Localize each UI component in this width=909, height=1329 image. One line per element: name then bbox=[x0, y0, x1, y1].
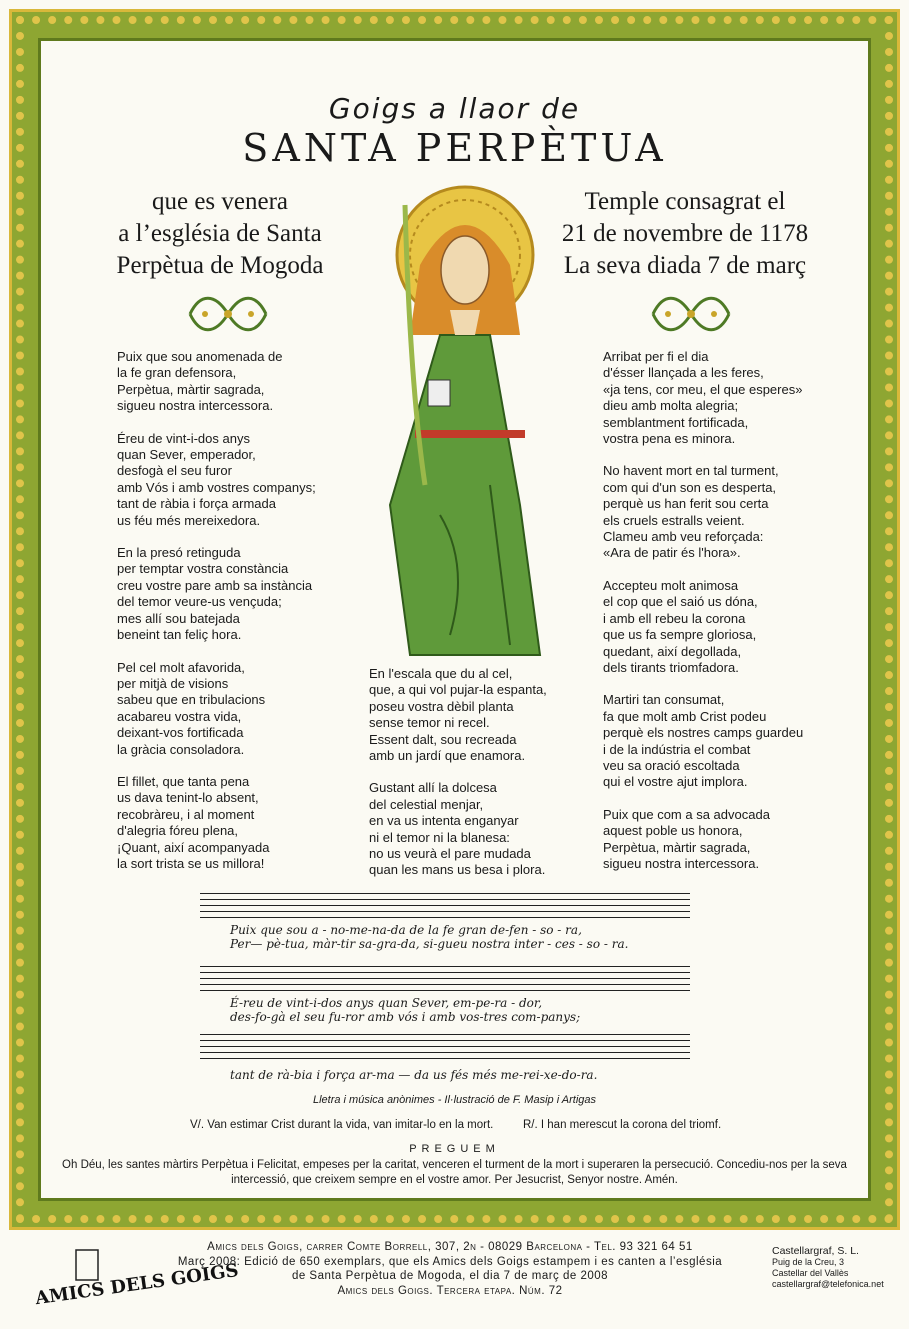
lyric-line: Per— pè-tua, màr-tir sa-gra-da, si-gueu nostra inter - ces - so - ra. bbox=[230, 937, 629, 951]
verse: El fillet, que tanta pena us dava tenint-lo absent, recobràreu, i al moment d'alegria fóreu plena, ¡Quant, així acompanyada la sort trista se us millora! bbox=[117, 773, 270, 871]
title-line1: Goigs a llaor de bbox=[328, 92, 581, 125]
printer-city: Castellar del Vallès bbox=[772, 1268, 849, 1278]
verses-center-column bbox=[369, 666, 609, 895]
page-title: SANTA PERPÈTUA bbox=[242, 126, 667, 170]
staff-lines bbox=[200, 893, 690, 917]
verse: Pel cel molt afavorida, per mitjà de visions sabeu que en tribulacions acabareu vostra vida, deixant-vos fortificada la gràcia consoladora. bbox=[117, 659, 266, 757]
subtitle-left-line: que es venera bbox=[151, 188, 289, 215]
verses-right-column bbox=[603, 349, 843, 888]
printer-name: Castellargraf, S. L. bbox=[772, 1245, 859, 1257]
subtitle-left-line: Perpètua de Mogoda bbox=[116, 252, 324, 279]
verse: En la presó retinguda per temptar vostra constància creu vostre pare amb sa instància del temor veure-us vençuda; mes allí sou batejada beneint tan feliç hora. bbox=[117, 545, 313, 643]
versicle-r: R/. I han merescut la corona del triomf. bbox=[523, 1119, 722, 1131]
verse: Accepteu molt animosa el cop que el saió us dóna, i amb ell rebeu la corona que us fa sempre gloriosa, quedant, així degollada, dels tirants triomfadora. bbox=[603, 577, 758, 675]
subtitle-right-line: Temple consagrat el bbox=[584, 188, 786, 215]
footer bbox=[150, 1240, 750, 1298]
staff-lines bbox=[200, 966, 690, 990]
printer-email: castellargraf@telefonica.net bbox=[772, 1279, 884, 1289]
footer-line: Amics dels Goigs, carrer Comte Borrell, 307, 2n - 08029 Barcelona - Tel. 93 321 64 51 bbox=[207, 1241, 693, 1253]
ornament-right-icon bbox=[648, 288, 734, 340]
saint-illustration bbox=[380, 185, 550, 670]
lyric-line: É-reu de vint-i-dos anys quan Sever, em-pe-ra - dor, bbox=[230, 996, 543, 1010]
verse: Puix que sou anomenada de la fe gran defensora, Perpètua, màrtir sagrada, sigueu nostra intercessora. bbox=[117, 349, 283, 414]
ornament-left-icon bbox=[185, 288, 271, 340]
lyric-line: Puix que sou a - no-me-na-da de la fe gran de-fen - so - ra, bbox=[230, 923, 582, 937]
footer-line: Març 2008: Edició de 650 exemplars, que els Amics dels Goigs estampem i es canten a l’església bbox=[177, 1255, 723, 1268]
printer-info bbox=[772, 1246, 882, 1290]
versicle-v: V/. Van estimar Crist durant la vida, van imitar-lo en la mort. bbox=[190, 1119, 494, 1131]
subtitle-right bbox=[540, 186, 830, 282]
verses-left-column bbox=[117, 349, 357, 888]
subtitle-right-line: La seva diada 7 de març bbox=[563, 252, 807, 279]
credits: Lletra i música anònimes - Il·lustració de F. Masip i Artigas bbox=[312, 1094, 597, 1106]
verse: Gustant allí la dolcesa del celestial menjar, en va us intenta enganyar ni el temor ni la blanesa: no us veurà el pare mudada quan les mans us besa i plora. bbox=[369, 780, 546, 878]
verse: Éreu de vint-i-dos anys quan Sever, emperador, desfogà el seu furor amb Vós i amb vostres companys; tant de ràbia i força armada us féu més mereixedora. bbox=[117, 430, 316, 528]
staff-lines bbox=[200, 1034, 690, 1058]
verse: Arribat per fi el dia d'ésser llançada a les feres, «ja tens, cor meu, el que esperes» dieu amb molta alegria; semblantment fortificada, vostra pena es minora. bbox=[603, 349, 803, 447]
preguem-heading: PREGUEM bbox=[409, 1143, 500, 1155]
logo-lettering: AMICS DELS GOIGS bbox=[33, 1259, 240, 1310]
lyric-line: des-fo-gà el seu fu-ror amb vós i amb vos-tres com-panys; bbox=[230, 1010, 581, 1024]
subtitle-left-line: a l’església de Santa bbox=[118, 220, 322, 247]
subtitle-right-line: 21 de novembre de 1178 bbox=[561, 220, 809, 247]
printer-address: Puig de la Creu, 3 bbox=[772, 1257, 845, 1267]
verse: Puix que com a sa advocada aquest poble us honora, Perpètua, màrtir sagrada, sigueu nostra intercessora. bbox=[603, 806, 770, 871]
amics-dels-goigs-logo bbox=[30, 1246, 240, 1310]
subtitle-left bbox=[90, 186, 350, 282]
preguem-text: Oh Déu, les santes màrtirs Perpètua i Felicitat, empeses per la caritat, venceren el turment de la mort i superaren la persecució. Concediu-nos per la seva intercessió, que creixem sempre en el vostre amor. Per Jesucrist, Senyor nostre. Amén. bbox=[62, 1159, 847, 1186]
verse: No havent mort en tal turment, com qui d'un son es desperta, perquè us han ferit sou certa els cruels estralls veient. Clameu amb veu reforçada: «Ara de patir és l'hora». bbox=[603, 463, 779, 561]
footer-line: Amics dels Goigs. Tercera etapa. Núm. 72 bbox=[337, 1284, 563, 1297]
footer-line: de Santa Perpètua de Mogoda, el dia 7 de març de 2008 bbox=[291, 1270, 609, 1282]
logo-icon bbox=[30, 1246, 240, 1310]
verse: En l'escala que du al cel, que, a qui vol pujar-la espanta, poseu vostra dèbil planta sense temor ni recel. Essent dalt, sou recreada amb un jardí que enamora. bbox=[369, 666, 547, 764]
lyric-line: tant de rà-bia i força ar-ma — da us fés més me-rei-xe-do-ra. bbox=[230, 1068, 598, 1082]
verse: Martiri tan consumat, fa que molt amb Crist podeu perquè els nostres camps guardeu i de la indústria el combat veu sa oració escoltada qui el vostre ajut implora. bbox=[603, 692, 804, 790]
